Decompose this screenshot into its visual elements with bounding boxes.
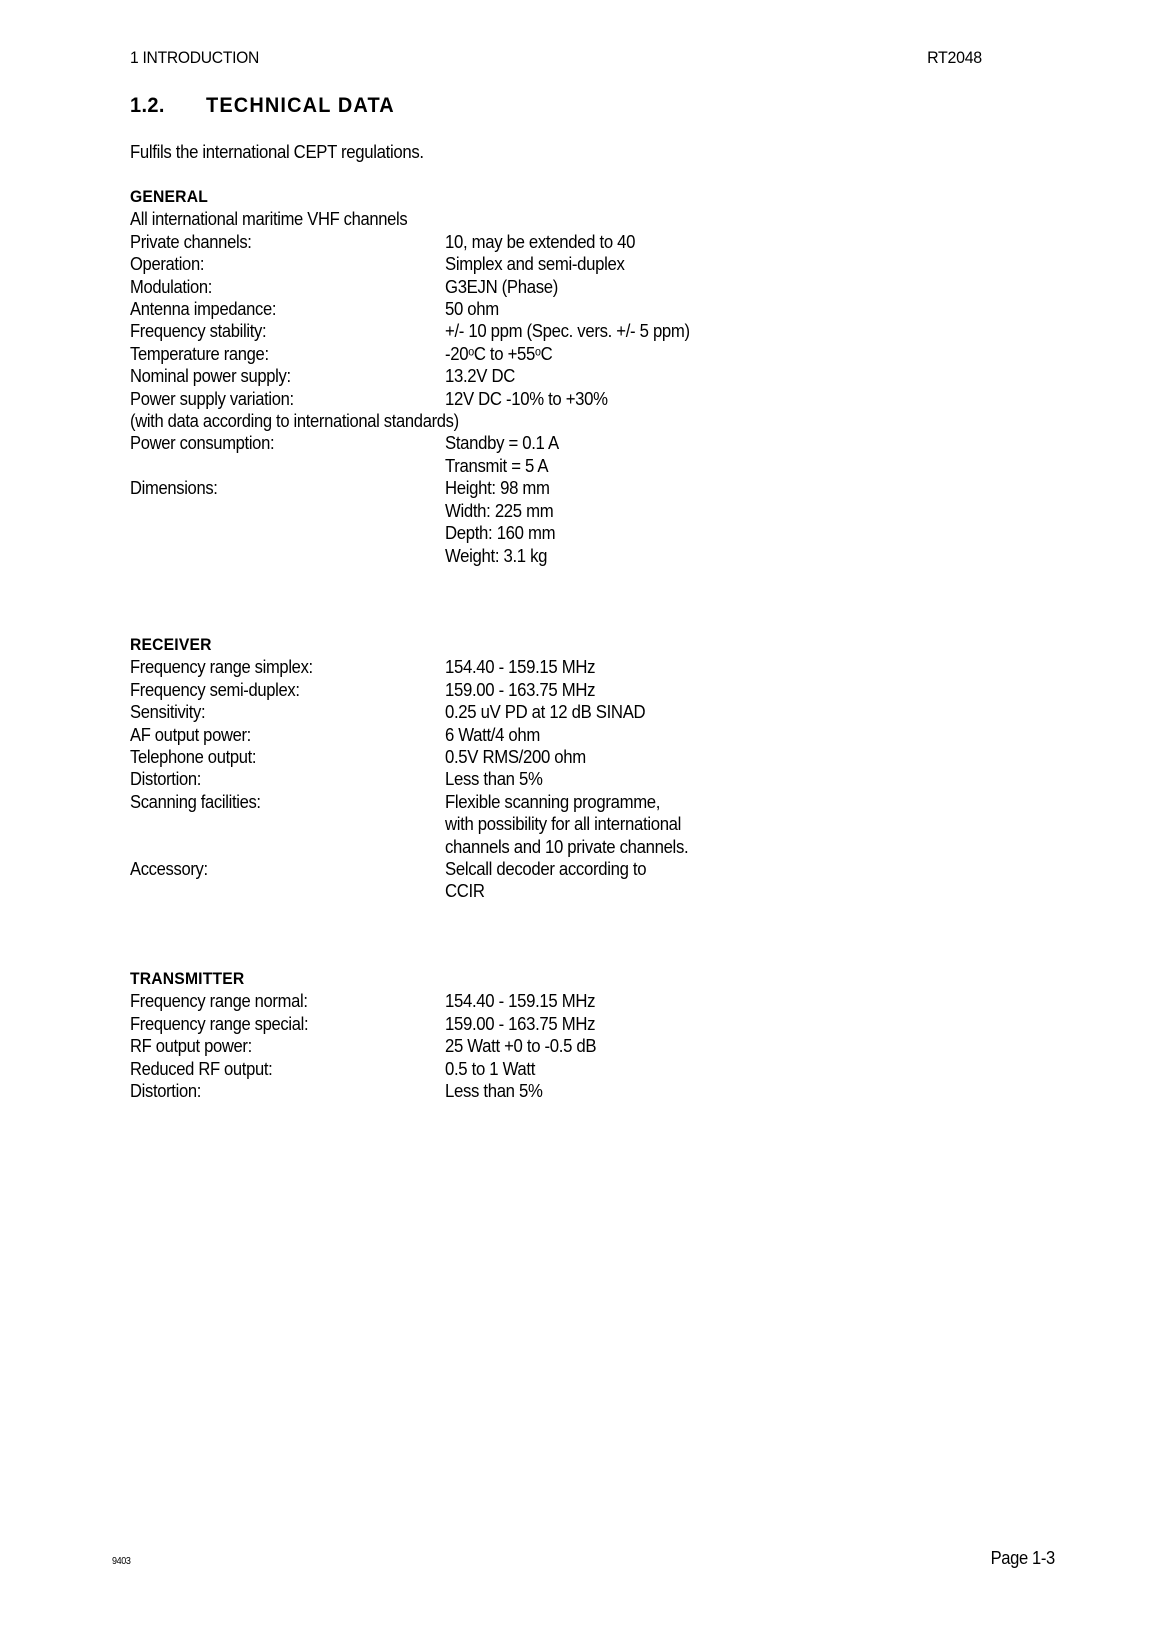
section-heading-receiver: RECEIVER — [130, 636, 212, 654]
spec-value: CCIR — [445, 881, 485, 902]
spec-value: Less than 5% — [445, 769, 543, 790]
spec-value: 154.40 - 159.15 MHz — [445, 991, 596, 1012]
spec-label: Private channels: — [130, 231, 252, 252]
spec-label: Power consumption: — [130, 433, 275, 454]
spec-value: 12V DC -10% to +30% — [445, 388, 608, 409]
spec-row — [130, 253, 950, 275]
spec-label — [130, 522, 420, 544]
spec-value: Standby = 0.1 A — [445, 433, 559, 454]
spec-row — [130, 455, 950, 477]
spec-row — [130, 522, 950, 544]
section-general — [130, 186, 950, 567]
spec-row — [130, 320, 950, 342]
intro-paragraph: Fulfils the international CEPT regulations. — [130, 142, 424, 162]
spec-value: 0.5 to 1 Watt — [445, 1058, 536, 1079]
spec-label: Antenna impedance: — [130, 299, 277, 320]
spec-row — [130, 1035, 950, 1057]
spec-row — [130, 343, 950, 365]
spec-label: Frequency range special: — [130, 1013, 309, 1034]
spec-value: 159.00 - 163.75 MHz — [445, 679, 596, 700]
spec-value: Flexible scanning programme, — [445, 791, 661, 812]
spec-value: with possibility for all international — [445, 814, 682, 835]
spec-value: Height: 98 mm — [445, 478, 550, 499]
page-footer — [112, 1548, 1055, 1569]
spec-value: 50 ohm — [445, 299, 499, 320]
spec-value: 0.25 uV PD at 12 dB SINAD — [445, 702, 646, 723]
spec-row — [130, 231, 950, 253]
spec-row — [130, 813, 950, 835]
spec-label: All international maritime VHF channels — [130, 209, 408, 230]
spec-label — [130, 813, 420, 835]
spec-row — [130, 791, 950, 813]
spec-label: RF output power: — [130, 1036, 252, 1057]
spec-label: Telephone output: — [130, 747, 257, 768]
spec-label: Frequency range simplex: — [130, 657, 313, 678]
spec-label: Reduced RF output: — [130, 1058, 273, 1079]
spec-row — [130, 701, 950, 723]
spec-label: Distortion: — [130, 769, 202, 790]
spec-label — [130, 500, 420, 522]
spec-row — [130, 836, 950, 858]
spec-value: Simplex and semi-duplex — [445, 254, 625, 275]
spec-row — [130, 724, 950, 746]
spec-row — [130, 298, 950, 320]
spec-row — [130, 432, 950, 454]
running-head-chapter: 1 INTRODUCTION — [130, 48, 260, 67]
spec-label: Dimensions: — [130, 478, 218, 499]
spec-row — [130, 1080, 950, 1102]
section-heading-general: GENERAL — [130, 188, 208, 206]
section-heading-transmitter: TRANSMITTER — [130, 970, 245, 988]
spec-value: 13.2V DC — [445, 366, 515, 387]
spec-value: Transmit = 5 A — [445, 455, 549, 476]
spec-label: AF output power: — [130, 724, 251, 745]
running-head-model: RT2048 — [926, 48, 982, 67]
spec-row — [130, 410, 950, 432]
spec-row — [130, 388, 950, 410]
spec-value: 154.40 - 159.15 MHz — [445, 657, 596, 678]
spec-row — [130, 500, 950, 522]
spec-label: Operation: — [130, 254, 205, 275]
spec-row — [130, 768, 950, 790]
spec-row — [130, 545, 950, 567]
spec-label — [130, 455, 420, 477]
spec-value: -20$^o$C to $+55^oC$ — [445, 343, 553, 364]
spec-row — [130, 276, 950, 298]
spec-rows-receiver — [130, 656, 950, 902]
spec-value: 0.5V RMS/200 ohm — [445, 747, 586, 768]
section-transmitter — [130, 968, 950, 1102]
spec-row — [130, 880, 950, 902]
spec-row — [130, 746, 950, 768]
spec-value: Weight: 3.1 kg — [445, 545, 548, 566]
spec-value: Depth: 160 mm — [445, 523, 556, 544]
spec-row — [130, 990, 950, 1012]
spec-value: 159.00 - 163.75 MHz — [445, 1013, 596, 1034]
page-title — [130, 94, 395, 118]
spec-row — [130, 656, 950, 678]
spec-label: Frequency semi-duplex: — [130, 679, 300, 700]
spec-label — [130, 880, 420, 902]
spec-label: Scanning facilities: — [130, 791, 261, 812]
spec-value: channels and 10 private channels. — [445, 836, 689, 857]
spec-label: Sensitivity: — [130, 702, 206, 723]
spec-value: +/- 10 ppm (Spec. vers. +/- 5 ppm) — [445, 321, 690, 342]
section-number: 1.2. — [130, 94, 165, 117]
spec-value: 6 Watt/4 ohm — [445, 724, 541, 745]
spec-label: Temperature range: — [130, 343, 269, 364]
spec-rows-transmitter — [130, 990, 950, 1102]
spec-value: 10, may be extended to 40 — [445, 231, 636, 252]
spec-value: 25 Watt +0 to -0.5 dB — [445, 1036, 597, 1057]
spec-rows-general — [130, 208, 950, 567]
footer-page-number: Page 1-3 — [990, 1548, 1055, 1568]
spec-row — [130, 477, 950, 499]
spec-label: Accessory: — [130, 859, 208, 880]
spec-value: Selcall decoder according to — [445, 859, 647, 880]
section-receiver — [130, 634, 950, 903]
spec-row — [130, 208, 950, 230]
spec-value: G3EJN (Phase) — [445, 276, 558, 297]
spec-label: (with data according to international standards) — [130, 411, 459, 432]
spec-label: Frequency stability: — [130, 321, 267, 342]
running-head — [130, 48, 981, 68]
spec-label: Power supply variation: — [130, 388, 294, 409]
spec-label: Nominal power supply: — [130, 366, 291, 387]
spec-value: Width: 225 mm — [445, 500, 554, 521]
spec-row — [130, 858, 950, 880]
spec-label: Distortion: — [130, 1081, 202, 1102]
spec-label — [130, 545, 420, 567]
spec-label: Frequency range normal: — [130, 991, 308, 1012]
spec-row — [130, 1013, 950, 1035]
spec-label — [130, 836, 420, 858]
spec-label: Modulation: — [130, 276, 213, 297]
section-title-text: TECHNICAL DATA — [206, 94, 395, 117]
spec-row — [130, 365, 950, 387]
spec-row — [130, 679, 950, 701]
spec-row — [130, 1058, 950, 1080]
footer-revision-code: 9403 — [112, 1556, 131, 1567]
spec-value: Less than 5% — [445, 1081, 543, 1102]
